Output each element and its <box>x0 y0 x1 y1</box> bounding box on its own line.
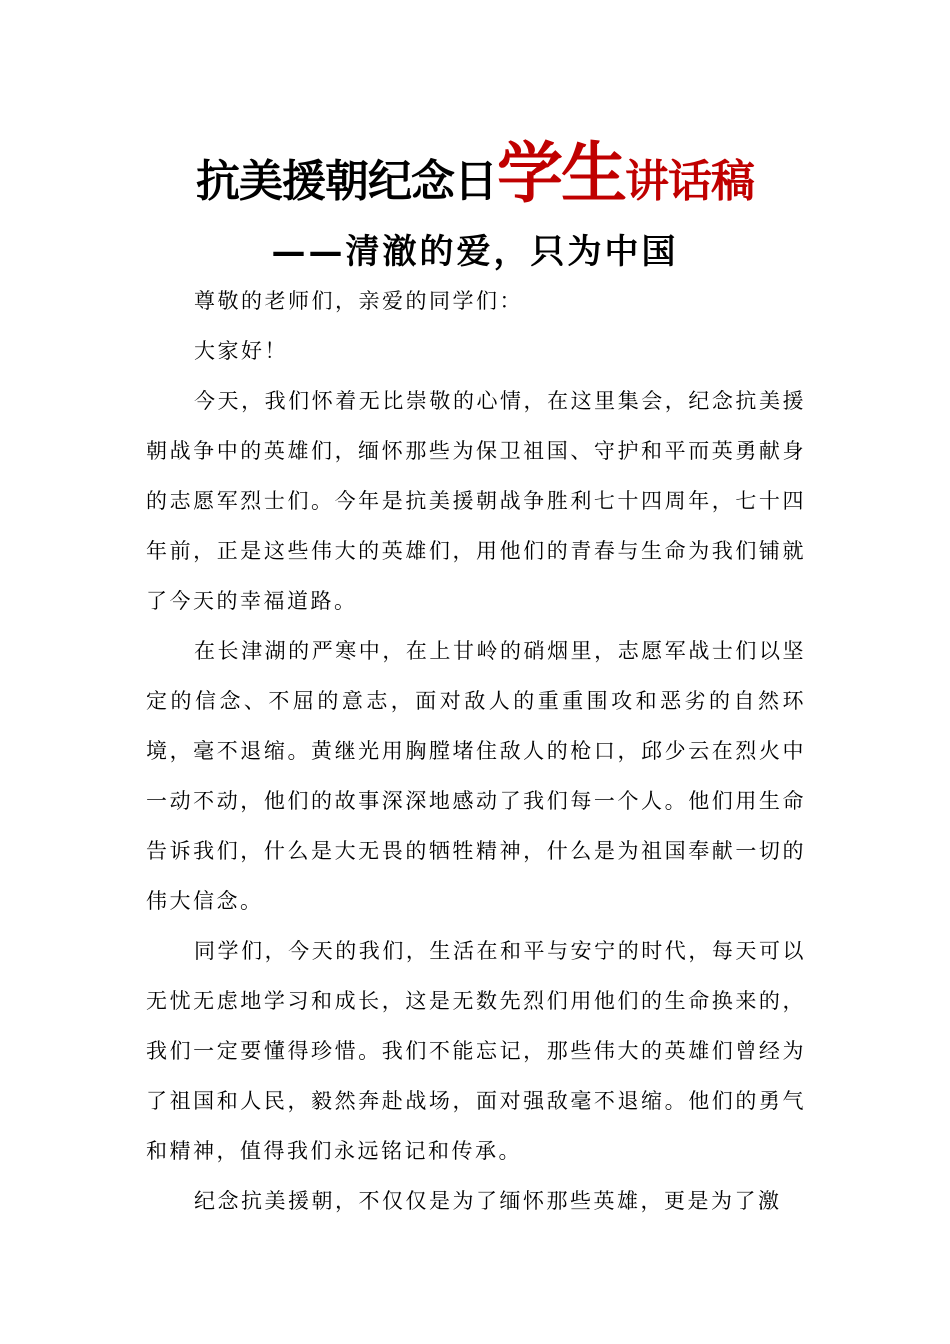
title-emphasis: 学生 <box>497 135 625 212</box>
body-paragraph: 在长津湖的严寒中，在上甘岭的硝烟里，志愿军战士们以坚定的信念、不屈的意志，面对敌人的重重围攻和恶劣的自然环境，毫不退缩。黄继光用胸膛堵住敌人的枪口，邱少云在烈火中一动不动，他们的故事深深地感动了我们每一个人。他们用生命告诉我们，什么是大无畏的牺牲精神，什么是为祖国奉献一切的伟大信念。 <box>146 639 806 913</box>
body-paragraph: 今天，我们怀着无比崇敬的心情，在这里集会，纪念抗美援朝战争中的英雄们，缅怀那些为保卫祖国、守护和平而英勇献身的志愿军烈士们。今年是抗美援朝战争胜利七十四周年，七十四年前，正是这些伟大的英雄们，用他们的青春与生命为我们铺就了今天的幸福道路。 <box>146 389 806 613</box>
document-subtitle: ——清澈的爱，只为中国 <box>271 232 679 272</box>
title-prefix: 抗美援朝纪念日 <box>196 156 497 207</box>
body-paragraph: 同学们，今天的我们，生活在和平与安宁的时代，每天可以无忧无虑地学习和成长，这是无数先烈们用他们的生命换来的，我们一定要懂得珍惜。我们不能忘记，那些伟大的英雄们曾经为了祖国和人民，毅然奔赴战场，面对强敌毫不退缩。他们的勇气和精神，值得我们永远铭记和传承。 <box>146 939 806 1163</box>
speech-body <box>146 276 806 1226</box>
document-title <box>0 128 950 220</box>
title-suffix: 讲话稿 <box>625 156 754 207</box>
body-paragraph: 纪念抗美援朝，不仅仅是为了缅怀那些英雄，更是为了激 <box>194 1189 782 1213</box>
greeting: 大家好！ <box>194 339 288 363</box>
salutation: 尊敬的老师们，亲爱的同学们： <box>194 289 523 313</box>
